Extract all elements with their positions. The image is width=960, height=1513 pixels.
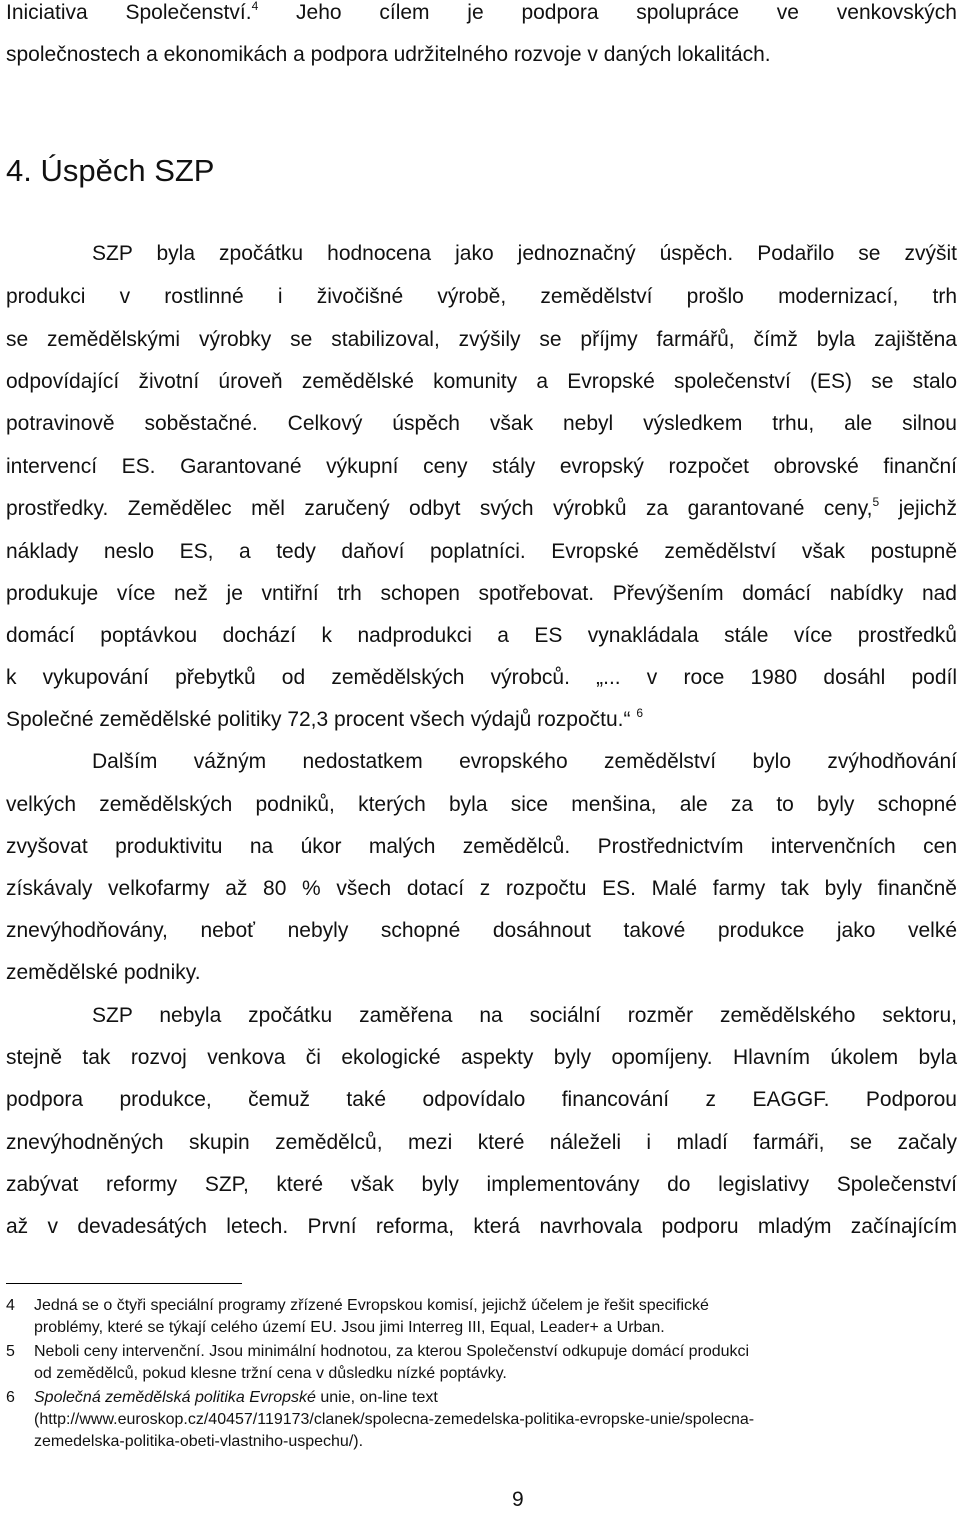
- body-line: znevýhodněných skupin zemědělců, mezi které náleželi i mladí farmáři, se začaly: [6, 1131, 957, 1154]
- footnote-ref: 5: [872, 495, 880, 509]
- text-run: Jeho cílem je podpora spolupráce ve venkovských: [258, 1, 957, 24]
- page-number: 9: [512, 1488, 524, 1511]
- footnote-separator: [6, 1283, 242, 1284]
- body-line: získávaly velkofarmy až 80 % všech dotací z rozpočtu ES. Malé farmy tak byly finančně: [6, 877, 957, 900]
- body-line: podpora produkce, čemuž také odpovídalo financování z EAGGF. Podporou: [6, 1088, 957, 1111]
- text-run: Iniciativa Společenství.: [6, 1, 252, 24]
- body-line: společnostech a ekonomikách a podpora udržitelného rozvoje v daných lokalitách.: [6, 43, 771, 66]
- body-line: [6, 496, 957, 522]
- body-line: SZP nebyla zpočátku zaměřena na sociální rozměr zemědělského sektoru,: [92, 1004, 957, 1027]
- footnote-number: 6: [6, 1389, 15, 1406]
- text-run: prostředky. Zemědělec měl zaručený odbyt svých výrobků za garantované ceny,: [6, 497, 873, 520]
- body-line: až v devadesátých letech. První reforma, která navrhovala podporu mladým začínajícím: [6, 1215, 957, 1238]
- footnote-line: od zemědělců, pokud klesne tržní cena v důsledku nízké poptávky.: [34, 1365, 507, 1382]
- body-line: [6, 0, 957, 26]
- footnote-text: [34, 1341, 957, 1385]
- body-line: Dalším vážným nedostatkem evropského zemědělství bylo zvýhodňování: [92, 750, 957, 773]
- footnote-source-title: Společná zemědělská politika Evropské: [34, 1389, 316, 1406]
- body-line: se zemědělskými výrobky se stabilizoval, zvýšily se příjmy farmářů, čímž byla zajištěna: [6, 328, 957, 351]
- body-line: velkých zemědělských podniků, kterých byla sice menšina, ale za to byly schopné: [6, 793, 957, 816]
- footnote-url-line: (http://www.euroskop.cz/40457/119173/clanek/spolecna-zemedelska-politika-evropske-unie/spolecna-: [34, 1411, 755, 1428]
- body-line: znevýhodňovány, neboť nebyly schopné dosáhnout takové produkce jako velké: [6, 919, 957, 942]
- body-line: domácí poptávkou dochází k nadprodukci a ES vynakládala stále více prostředků: [6, 624, 957, 647]
- body-line: potravinově soběstačné. Celkový úspěch však nebyl výsledkem trhu, ale silnou: [6, 412, 957, 435]
- footnote-line: problémy, které se týkají celého území EU. Jsou jimi Interreg III, Equal, Leader+ a Urban.: [34, 1319, 665, 1336]
- body-line: [6, 707, 957, 733]
- footnote-number: 5: [6, 1343, 15, 1360]
- document-page: [6, 0, 957, 1509]
- text-run: unie, on-line text: [315, 1389, 438, 1406]
- footnote-number: 4: [6, 1297, 15, 1314]
- text-run: jejichž: [879, 497, 957, 520]
- footnote-ref: 6: [636, 706, 644, 720]
- footnote-ref: 4: [251, 0, 259, 13]
- footnote-url-line: zemedelska-politika-obeti-vlastniho-uspechu/).: [34, 1433, 364, 1450]
- body-line: k vykupování přebytků od zemědělských výrobců. „... v roce 1980 dosáhl podíl: [6, 666, 957, 689]
- footnote-text: [34, 1295, 957, 1339]
- body-line: produkci v rostlinné i živočišné výrobě, zemědělství prošlo modernizací, trh: [6, 285, 957, 308]
- body-line: zabývat reformy SZP, které však byly implementovány do legislativy Společenství: [6, 1173, 957, 1196]
- footnote-line: Jedná se o čtyři speciální programy zřízené Evropskou komisí, jejichž účelem je řešit specifické: [34, 1297, 709, 1314]
- footnote-line: Neboli ceny intervenční. Jsou minimální hodnotou, za kterou Společenství odkupuje domácí produkci: [34, 1343, 750, 1360]
- body-line: náklady neslo ES, a tedy daňoví poplatníci. Evropské zemědělství však postupně: [6, 540, 957, 563]
- footnote-line: [34, 1387, 957, 1409]
- body-line: produkuje více než je vntiřní trh schopen spotřebovat. Převýšením domácí nabídky nad: [6, 582, 957, 605]
- body-line: SZP byla zpočátku hodnocena jako jednoznačný úspěch. Podařilo se zvýšit: [92, 242, 957, 265]
- body-line: zemědělské podniky.: [6, 961, 201, 984]
- text-run: Společné zemědělské politiky 72,3 procent všech výdajů rozpočtu.“: [6, 708, 631, 731]
- body-line: zvyšovat produktivitu na úkor malých zemědělců. Prostřednictvím intervenčních cen: [6, 835, 957, 858]
- body-line: stejně tak rozvoj venkova či ekologické aspekty byly opomíjeny. Hlavním úkolem byla: [6, 1046, 957, 1069]
- footnote-text: [34, 1387, 957, 1453]
- body-line: odpovídající životní úroveň zemědělské komunity a Evropské společenství (ES) se stalo: [6, 370, 957, 393]
- section-heading: 4. Úspěch SZP: [6, 153, 215, 188]
- body-line: intervencí ES. Garantované výkupní ceny stály evropský rozpočet obrovské finanční: [6, 455, 957, 478]
